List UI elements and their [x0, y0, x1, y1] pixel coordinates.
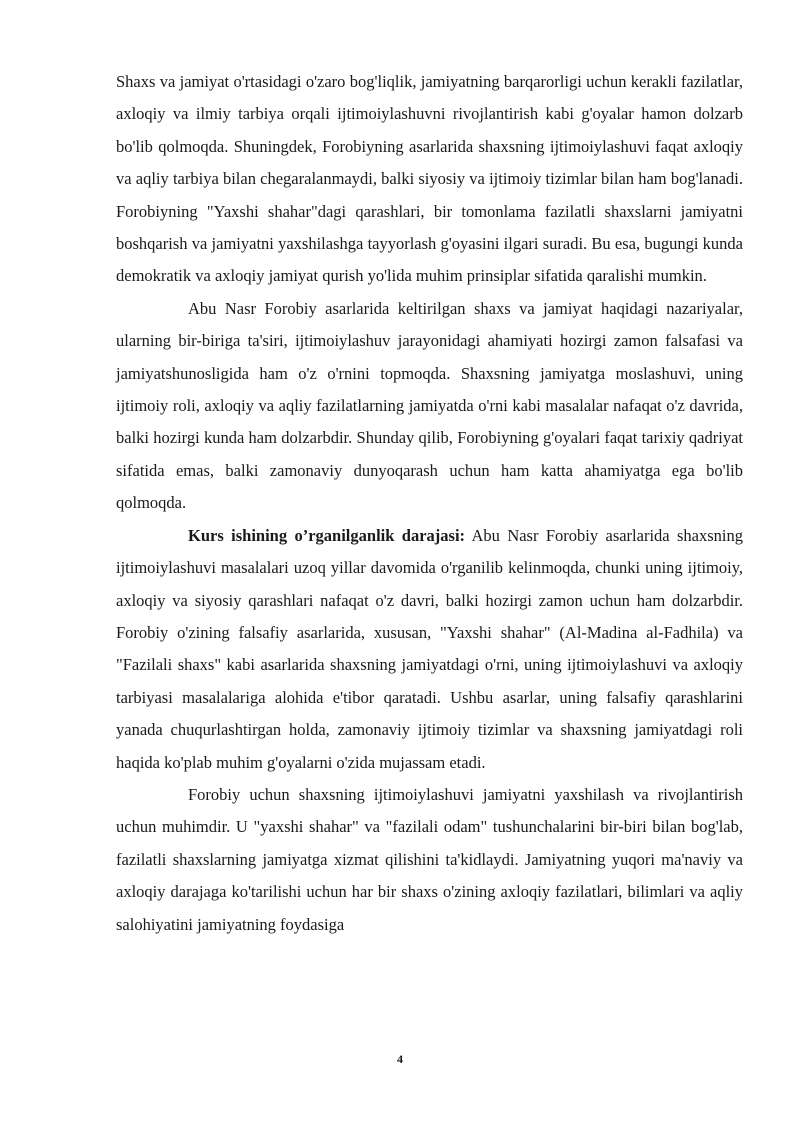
paragraph-4: Forobiy uchun shaxsning ijtimoiylashuvi jamiyatni yaxshilash va rivojlantirish uchun muhimdir. U "yaxshi shahar" va "fazilali odam" tushunchalarini bir-biri bilan bog'lab, fazilatli shaxslarning jamiyatga xizmat qilishini ta'kidlaydi. Jamiyatning yuqori ma'naviy va axloqiy darajaga ko'tarilishi uchun har bir shaxs o'zining axloqiy fazilatlari, bilimlari va aqliy salohiyatini jamiyatning foydasiga [116, 784, 743, 934]
paragraph-2: Abu Nasr Forobiy asarlarida keltirilgan shaxs va jamiyat haqidagi nazariyalar, ularning bir-biriga ta'siri, ijtimoiylashuv jarayonidagi ahamiyati hozirgi zamon falsafasi va jamiyatshunosligida ham o'z o'rnini topmoqda. Shaxsning jamiyatga moslashuvi, uning ijtimoiy roli, axloqiy va aqliy fazilatlarning jamiyatda o'rni kabi masalalar nafaqat o'z davrida, balki hozirgi kunda ham dolzarbdir. Shunday qilib, Forobiyning g'oyalari faqat tarixiy qadriyat sifatida emas, balki zamonaviy dunyoqarash uchun ham katta ahamiyatga ega bo'lib qolmoqda. [116, 298, 743, 513]
section-heading: Kurs ishining o’rganilganlik darajasi: [188, 525, 466, 545]
document-page [116, 66, 743, 941]
paragraph-3 [116, 520, 743, 779]
paragraph-3-body: Abu Nasr Forobiy asarlarida shaxsning ijtimoiylashuvi masalalari uzoq yillar davomida o'rganilib kelinmoqda, chunki uning ijtimoiy, axloqiy va siyosiy qarashlari nafaqat o'z davri, balki hozirgi zamon uchun ham dolzarbdir. Forobiy o'zining falsafiy asarlarida, xususan, "Yaxshi shahar" (Al-Madina al-Fadhila) va "Fazilali shaxs" kabi asarlarida shaxsning jamiyatdagi o'rni, uning ijtimoiylashuvi va axloqiy tarbiyasi masalalariga alohida e'tibor qaratadi. Ushbu asarlar, uning falsafiy qarashlarini yanada chuqurlashtirgan holda, zamonaviy ijtimoiy tizimlar va shaxsning jamiyatdagi roli haqida ko'plab muhim g'oyalarni o'zida mujassam etadi. [116, 525, 743, 772]
paragraph-1: Shaxs va jamiyat o'rtasidagi o'zaro bog'liqlik, jamiyatning barqarorligi uchun kerakli fazilatlar, axloqiy va ilmiy tarbiya orqali ijtimoiylashuvni rivojlantirish kabi g'oyalar hamon dolzarb bo'lib qolmoqda. Shuningdek, Forobiyning asarlarida shaxsning ijtimoiylashuvi faqat axloqiy va aqliy tarbiya bilan chegaralanmaydi, balki siyosiy va ijtimoiy tizimlar bilan ham bog'lanadi. Forobiyning "Yaxshi shahar"dagi qarashlari, bir tomonlama fazilatli shaxslarni jamiyatni boshqarish va jamiyatni yaxshilashga tayyorlash g'oyasini ilgari suradi. Bu esa, bugungi kunda demokratik va axloqiy jamiyat qurish yo'lida muhim prinsiplar sifatida qaralishi mumkin. [116, 72, 743, 286]
page-number: 4 [397, 1052, 403, 1066]
